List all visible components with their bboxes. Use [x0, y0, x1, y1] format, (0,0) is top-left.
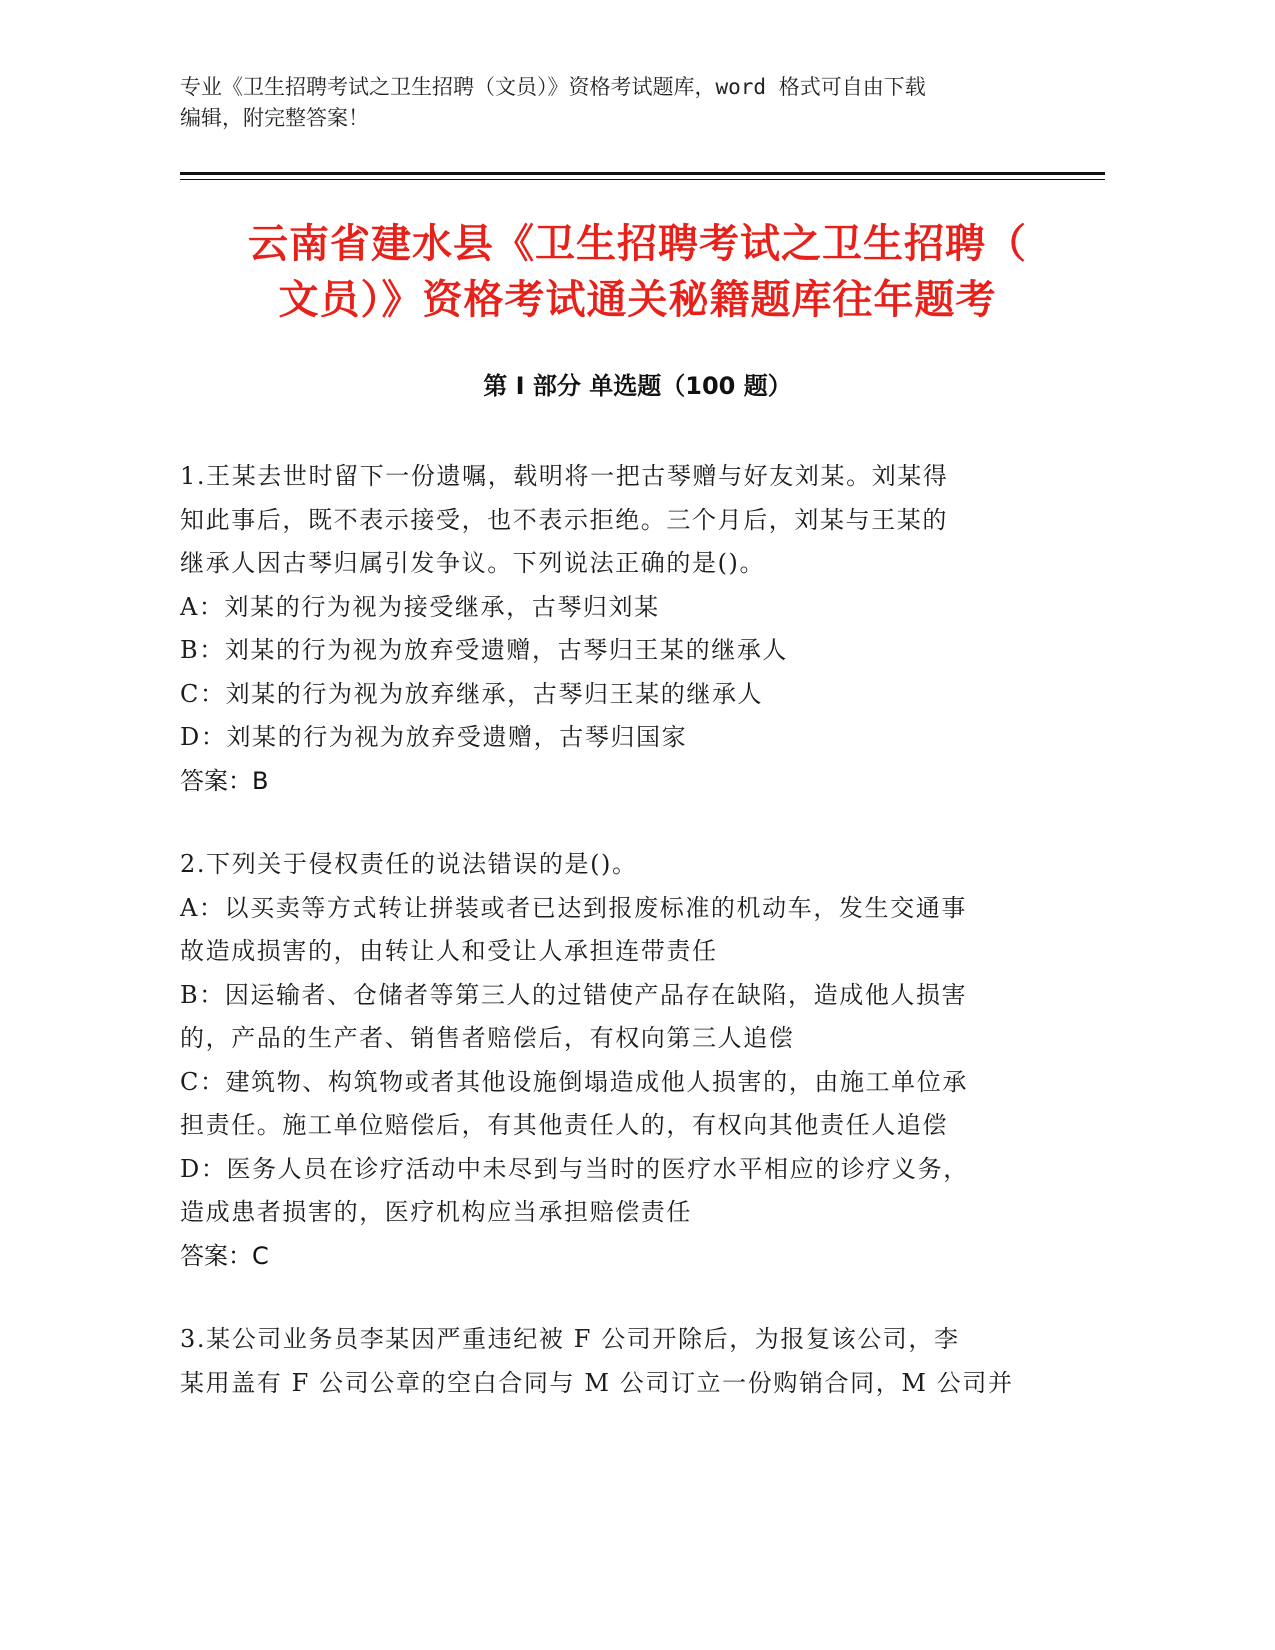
question-3 [180, 1318, 1060, 1405]
question-stem-line: 某用盖有 F 公司公章的空白合同与 M 公司订立一份购销合同，M 公司并 [180, 1368, 1014, 1397]
option-a-continued: 故造成损害的，由转让人和受让人承担连带责任 [180, 937, 718, 965]
option-b: B：刘某的行为视为放弃受遗赠，古琴归王某的继承人 [180, 636, 789, 664]
question-list [180, 455, 1060, 1445]
answer-line: 答案：C [180, 1241, 269, 1270]
header-divider-thick [180, 172, 1105, 175]
document-title-line: 云南省建水县《卫生招聘考试之卫生招聘（ [248, 221, 1027, 267]
option-d: D：医务人员在诊疗活动中未尽到与当时的医疗水平相应的诊疗义务， [180, 1154, 969, 1183]
option-c: C：建筑物、构筑物或者其他设施倒塌造成他人损害的，由施工单位承 [180, 1067, 968, 1096]
question-1 [180, 455, 1060, 803]
option-a: A：以买卖等方式转让拼装或者已达到报废标准的机动车，发生交通事 [180, 893, 967, 922]
section-title: 第 I 部分 单选题（100 题） [483, 372, 792, 400]
header-note-line: 编辑，附完整答案！ [180, 106, 369, 130]
question-stem-line: 3.某公司业务员李某因严重违纪被 F 公司开除后，为报复该公司，李 [180, 1325, 960, 1353]
document-title [150, 216, 1125, 328]
header-note-line: 专业《卫生招聘考试之卫生招聘（文员）》资格考试题库，word 格式可自由下载 [180, 75, 926, 99]
question-stem-line: 2.下列关于侵权责任的说法错误的是()。 [180, 850, 638, 878]
header-divider-thin [180, 179, 1105, 180]
question-2 [180, 843, 1060, 1278]
option-a: A：刘某的行为视为接受继承，古琴归刘某 [180, 592, 660, 621]
option-b: B：因运输者、仓储者等第三人的过错使产品存在缺陷，造成他人损害 [180, 980, 968, 1009]
question-stem-line: 继承人因古琴归属引发争议。下列说法正确的是()。 [180, 549, 766, 577]
option-d: D：刘某的行为视为放弃受遗赠，古琴归国家 [180, 723, 688, 751]
option-c-continued: 担责任。施工单位赔偿后，有其他责任人的，有权向其他责任人追偿 [180, 1111, 948, 1139]
option-b-continued: 的，产品的生产者、销售者赔偿后，有权向第三人追偿 [180, 1024, 795, 1052]
option-c: C：刘某的行为视为放弃继承，古琴归王某的继承人 [180, 679, 764, 708]
answer-line: 答案：B [180, 766, 269, 795]
question-stem-line: 知此事后，既不表示接受，也不表示拒绝。三个月后，刘某与王某的 [180, 505, 948, 534]
header-note [180, 72, 1060, 134]
option-d-continued: 造成患者损害的，医疗机构应当承担赔偿责任 [180, 1198, 692, 1226]
document-title-line: 文员）》资格考试通关秘籍题库往年题考 [278, 277, 997, 323]
question-stem-line: 1.王某去世时留下一份遗嘱，载明将一把古琴赠与好友刘某。刘某得 [180, 462, 949, 490]
